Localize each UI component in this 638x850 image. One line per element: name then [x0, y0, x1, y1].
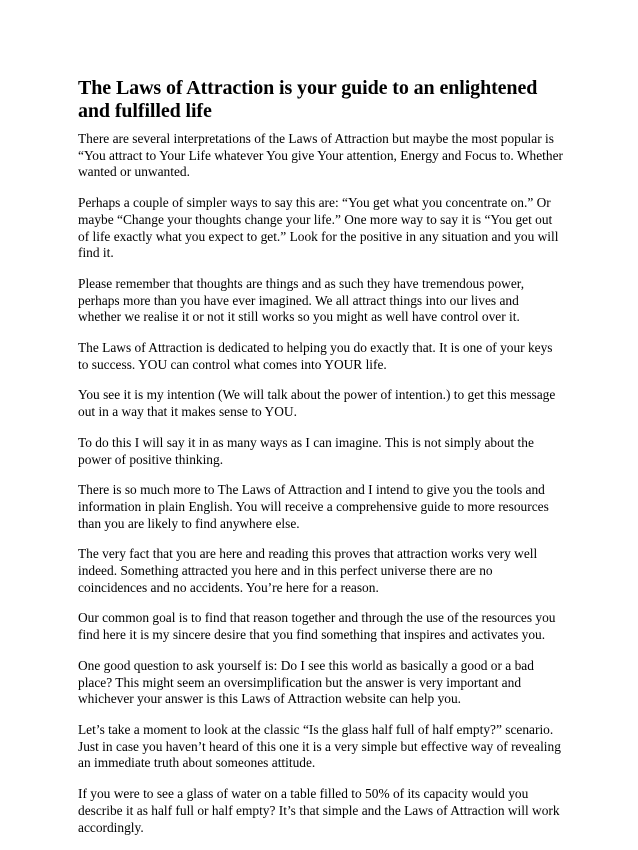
paragraph-6: To do this I will say it in as many ways as I can imagine. This is not simply about the power of positive thinking. [78, 434, 534, 467]
paragraph-1: There are several interpretations of the Laws of Attraction but maybe the most popular is “You attract to Your Life whatever You give Your attention, Energy and Focus to. Whether wanted or unwanted. [78, 131, 563, 180]
document-body [78, 77, 564, 850]
paragraph-9: Our common goal is to find that reason together and through the use of the resources you find here it is my sincere desire that you find something that inspires and activates you. [78, 610, 556, 643]
paragraph-12: If you were to see a glass of water on a table filled to 50% of its capacity would you describe it as half full or half empty? It’s that simple and the Laws of Attraction will work accordingly. [78, 786, 560, 835]
paragraph-2: Perhaps a couple of simpler ways to say this are: “You get what you concentrate on.” Or maybe “Change your thoughts change your life.” One more way to say it is “You get out of life exactly what you expect to get.” Look for the positive in any situation and you will find it. [78, 195, 559, 261]
document-title: The Laws of Attraction is your guide to an enlightened and fulfilled life [78, 77, 538, 122]
paragraph-5: You see it is my intention (We will talk about the power of intention.) to get this message out in a way that it makes sense to YOU. [78, 387, 556, 420]
paragraph-3: Please remember that thoughts are things and as such they have tremendous power, perhaps more than you have ever imagined. We all attract things into our lives and whether we realise it or not it still works so you might as well have control over it. [78, 275, 525, 325]
paragraph-7: There is so much more to The Laws of Attraction and I intend to give you the tools and information in plain English. You will receive a comprehensive guide to more resources than you are likely to find anywhere else. [78, 482, 549, 531]
paragraph-11: Let’s take a moment to look at the classic “Is the glass half full of half empty?” scenario. Just in case you haven’t heard of this one it is a very simple but effective way of revealing an immediate truth about someones attitude. [78, 721, 561, 771]
paragraph-10: One good question to ask yourself is: Do I see this world as basically a good or a bad place? This might seem an oversimplification but the answer is very important and whichever your answer is this Laws of Attraction website can help you. [78, 657, 534, 707]
paragraph-4: The Laws of Attraction is dedicated to helping you do exactly that. It is one of your keys to success. YOU can control what comes into YOUR life. [78, 340, 553, 372]
paragraph-8: The very fact that you are here and reading this proves that attraction works very well indeed. Something attracted you here and in this perfect universe there are no coincidences and no accidents. You’re here for a reason. [78, 546, 538, 595]
